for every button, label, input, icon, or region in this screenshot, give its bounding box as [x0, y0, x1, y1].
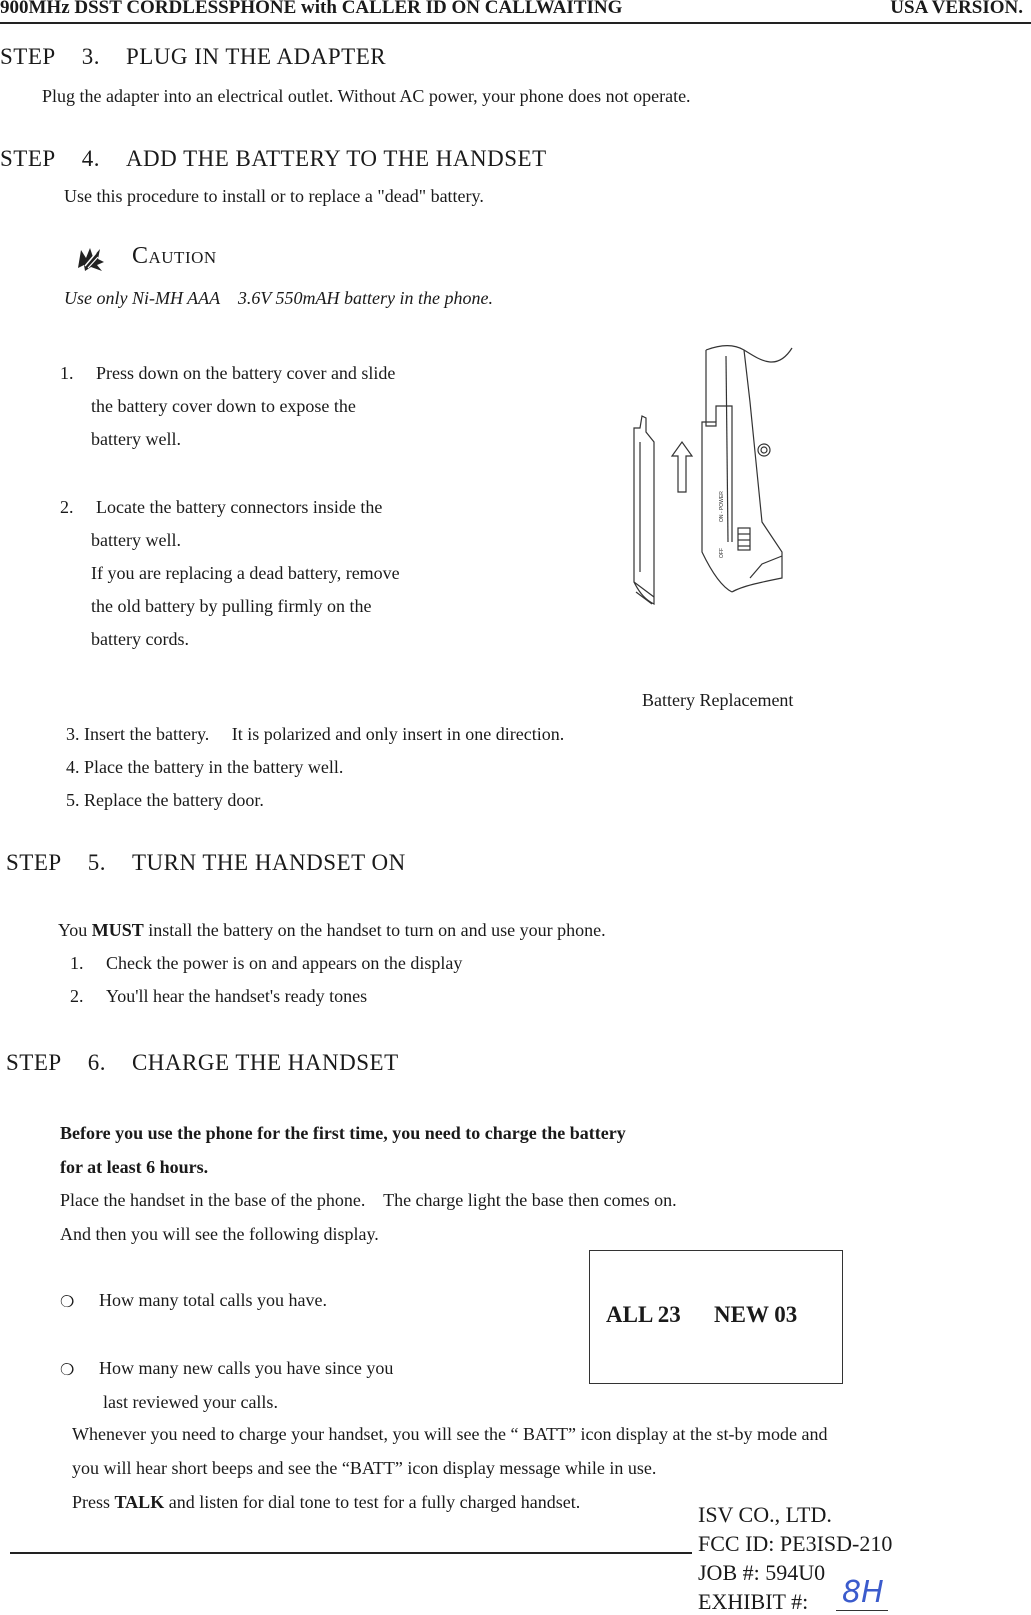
display-new-count: NEW 03: [714, 1302, 798, 1327]
list-item-line: the battery cover down to expose the: [91, 396, 356, 416]
charge-instruction: Place the handset in the base of the phone. The charge light the base then comes on.: [60, 1190, 677, 1210]
bullet-text: last reviewed your calls.: [103, 1392, 278, 1412]
step-label: STEP: [6, 1050, 62, 1075]
step-title: PLUG IN THE ADAPTER: [125, 44, 387, 69]
emphasis-talk: TALK: [114, 1492, 165, 1512]
circle-bullet-icon: ❍: [60, 1294, 75, 1311]
figure-label-power: ON - POWER: [719, 491, 725, 522]
footer-exhibit-number: 8H: [842, 1575, 884, 1610]
emphasis-must: MUST: [91, 920, 144, 940]
list-item-line: battery well.: [91, 429, 181, 449]
list-item-line: If you are replacing a dead battery, remove: [91, 563, 400, 583]
list-item-number: 2.: [60, 497, 74, 517]
figure-caption: Battery Replacement: [642, 690, 794, 710]
step-number: 5.: [87, 850, 106, 875]
batt-info-line: Whenever you need to charge your handset, you will see the “ BATT” icon display at the st-by mode and: [72, 1424, 828, 1444]
display-all-count: ALL 23: [606, 1302, 681, 1327]
talk-instruction: [72, 1492, 580, 1513]
list-item: 5. Replace the battery door.: [66, 790, 264, 810]
list-item-line: Press down on the battery cover and slide: [96, 363, 396, 383]
battery-replacement-illustration: [632, 342, 812, 627]
bullet-text: How many new calls you have since you: [99, 1358, 394, 1378]
charge-warning-line: Before you use the phone for the first time, you need to charge the battery: [60, 1123, 626, 1143]
step-3-heading: [0, 44, 386, 70]
list-item: 3. Insert the battery. It is polarized and only insert in one direction.: [66, 724, 565, 744]
text-segment: and listen for dial tone to test for a fully charged handset.: [164, 1492, 581, 1512]
bullet-text: How many total calls you have.: [99, 1290, 327, 1310]
caution-icon: [76, 246, 106, 277]
list-item-line: battery cords.: [91, 629, 189, 649]
step-5-heading: [6, 850, 406, 876]
step-number: 3.: [81, 44, 100, 69]
caution-label: Caution: [132, 243, 217, 269]
step-3-text: Plug the adapter into an electrical outlet. Without AC power, your phone does not operate.: [42, 86, 691, 106]
step-5-text: [58, 920, 606, 941]
document-header-title: 900MHz DSST CORDLESSPHONE with CALLER ID ON CALLWAITING: [0, 0, 623, 18]
header-rule: [0, 22, 1031, 24]
step-number: 4.: [81, 146, 100, 171]
list-item-line: Locate the battery connectors inside the: [96, 497, 383, 517]
caution-text: Use only Ni-MH AAA 3.6V 550mAH battery in the phone.: [64, 288, 493, 308]
text-segment: You: [58, 920, 92, 940]
charge-instruction: And then you will see the following display.: [60, 1224, 379, 1244]
document-header-version: USA VERSION.: [890, 0, 1023, 18]
list-item: 4. Place the battery in the battery well.: [66, 757, 344, 777]
list-item-number: 1.: [60, 363, 74, 383]
step-number: 6.: [87, 1050, 106, 1075]
step-6-heading: [6, 1050, 399, 1076]
step-4-heading: [0, 146, 547, 172]
exhibit-underline: [836, 1610, 888, 1611]
footer-fcc-id: FCC ID: PE3ISD-210: [698, 1531, 893, 1556]
charge-warning-line: for at least 6 hours.: [60, 1157, 209, 1177]
list-item-line: the old battery by pulling firmly on the: [91, 596, 372, 616]
step-title: TURN THE HANDSET ON: [131, 850, 406, 875]
footer-exhibit-label: EXHIBIT #:: [698, 1589, 809, 1614]
list-item-number: 1.: [70, 953, 84, 973]
step-title: ADD THE BATTERY TO THE HANDSET: [125, 146, 547, 171]
step-label: STEP: [0, 44, 56, 69]
step-label: STEP: [6, 850, 62, 875]
circle-bullet-icon: ❍: [60, 1362, 75, 1379]
step-4-intro: Use this procedure to install or to replace a "dead" battery.: [64, 186, 484, 206]
list-item: Check the power is on and appears on the display: [106, 953, 463, 973]
footer-job-number: JOB #: 594U0: [698, 1560, 826, 1585]
step-title: CHARGE THE HANDSET: [131, 1050, 399, 1075]
footer-rule: [10, 1552, 692, 1554]
list-item-number: 2.: [70, 986, 84, 1006]
list-item-line: battery well.: [91, 530, 181, 550]
figure-label-off: OFF: [719, 548, 725, 558]
list-item: You'll hear the handset's ready tones: [106, 986, 368, 1006]
footer-company: ISV CO., LTD.: [698, 1502, 832, 1527]
text-segment: Press: [72, 1492, 115, 1512]
text-segment: install the battery on the handset to turn on and use your phone.: [143, 920, 606, 940]
batt-info-line: you will hear short beeps and see the “BATT” icon display message while in use.: [72, 1458, 657, 1478]
step-label: STEP: [0, 146, 56, 171]
